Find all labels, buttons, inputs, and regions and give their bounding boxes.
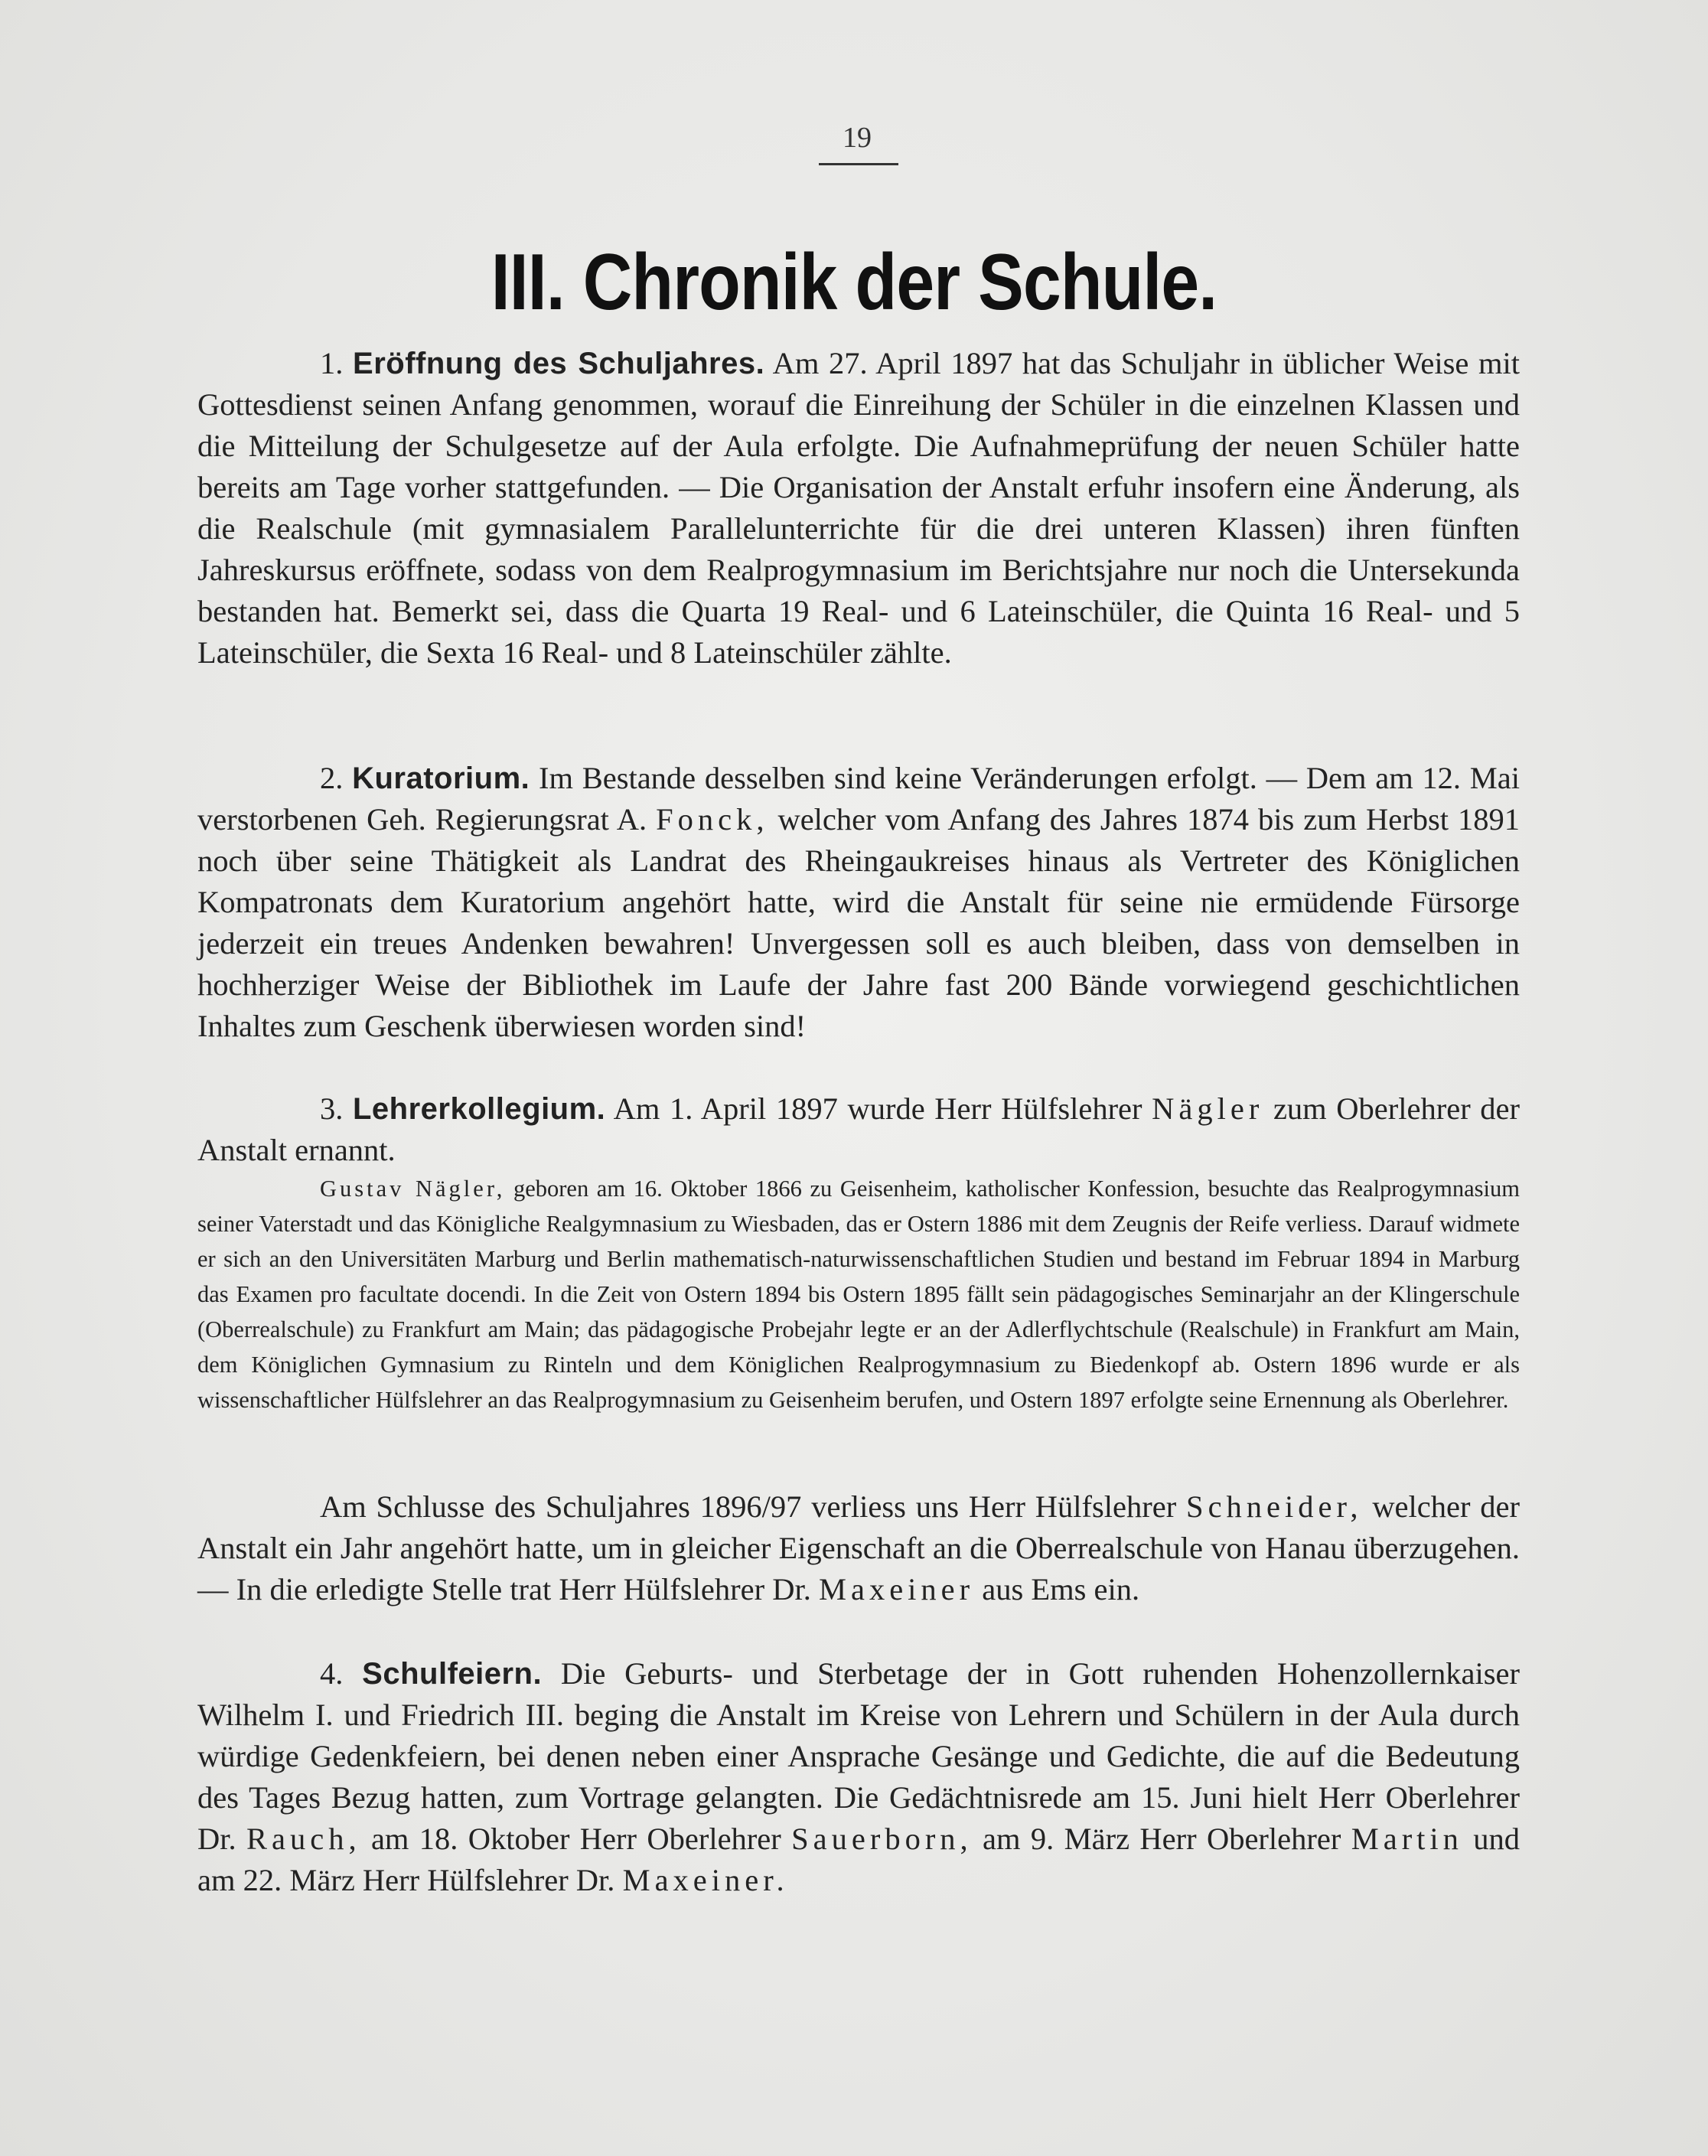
section-text: Im Bestande desselben sind keine Veränderungen erfolgt. — Dem am 12. Mai verstorbenen Geh. Regierungsrat A.: [197, 761, 1521, 837]
person-name: Schneider,: [1186, 1489, 1363, 1524]
section-text: Am 1. April 1897 wurde Herr Hülfslehrer: [613, 1091, 1142, 1126]
section-paragraph: [197, 1486, 1520, 1610]
page-number-rule: [819, 163, 898, 165]
biography-text: geboren am 16. Oktober 1866 zu Geisenheim, katholischer Konfession, besuchte das Realprogymnasium seiner Vaterstadt und das Königliche Realgymnasium zu Wiesbaden, das er Ostern 1886 mit dem Zeugnis der Reife verliess. Darauf widmete er sich an den Universitäten Marburg und Berlin mathematisch-naturwissenschaftlichen Studien und bestand im Februar 1894 in Marburg das Examen pro facultate docendi. In die Zeit von Ostern 1894 bis Ostern 1895 fällt sein pädagogisches Seminarjahr an der Klingerschule (Oberrealschule) zu Frankfurt am Main; das pädagogische Probejahr legte er an der Adlerflychtschule (Realschule) in Frankfurt am Main, dem Königlichen Gymnasium zu Rinteln und dem Königlichen Realprogymnasium zu Biedenkopf ab. Ostern 1896 wurde er als wissenschaftlicher Hülfslehrer an das Realprogymnasium zu Geisenheim berufen, und Ostern 1897 erfolgte seine Ernennung als Oberlehrer.: [197, 1176, 1520, 1413]
section-text: welcher der Anstalt ein Jahr angehört hatte, um in gleicher Eigenschaft an die Oberrealschule von Hanau überzugehen. — In die erledigte Stelle trat Herr Hülfslehrer Dr.: [197, 1489, 1520, 1606]
section-text: zum Oberlehrer der Anstalt ernannt.: [197, 1091, 1520, 1167]
section-schulfeiern: [197, 1653, 1520, 1901]
person-name: Rauch,: [246, 1822, 361, 1856]
section-text: welcher vom Anfang des Jahres 1874 bis zum Herbst 1891 noch über seine Thätigkeit als Landrat des Rheingaukreises hinaus als Vertreter des Königlichen Kompatronats dem Kuratorium angehört hatte, wird die Anstalt für seine nie ermüdende Fürsorge jederzeit ein treues Andenken bewahren! Unvergessen soll es auch bleiben, dass von demselben in hochherziger Weise der Bibliothek im Laufe der Jahre fast 200 Bände vorwiegend geschichtlichen Inhaltes zum Geschenk überwiesen worden sind!: [197, 802, 1520, 1043]
chapter-title: III. Chronik der Schule.: [491, 238, 1217, 327]
section-text: aus Ems ein.: [982, 1572, 1140, 1606]
section-number: 3.: [320, 1091, 344, 1126]
section-paragraph: [197, 1088, 1520, 1171]
section-text: am 9. März Herr Oberlehrer: [983, 1822, 1341, 1856]
person-name: Nägler: [1152, 1091, 1264, 1126]
biography-paragraph: [197, 1171, 1520, 1417]
person-name: Martin: [1351, 1822, 1463, 1856]
section-text: Die Geburts- und Sterbetage der in Gott ruhenden Hohenzollernkaiser Wilhelm I. und Friedrich III. beging die Anstalt im Kreise von Lehrern und Schülern in der Aula durch würdige Gedenkfeiern, bei denen neben einer Ansprache Gesänge und Gedichte, die auf die Bedeutung des Tages Bezug hatten, zum Vortrage gelangten. Die Gedächtnisrede am 15. Juni hielt Herr Oberlehrer Dr.: [197, 1656, 1520, 1856]
section-paragraph: [197, 343, 1520, 674]
section-number: 4.: [320, 1656, 344, 1691]
section-heading: Lehrerkollegium.: [352, 1092, 606, 1126]
section-heading: Eröffnung des Schuljahres.: [353, 347, 765, 380]
person-name: Sauerborn,: [791, 1822, 973, 1856]
person-name: Gustav Nägler,: [320, 1176, 506, 1202]
section-text: Am 27. April 1897 hat das Schuljahr in üblicher Weise mit Gottesdienst seinen Anfang genommen, worauf die Einreihung der Schüler in die einzelnen Klassen und die Mitteilung der Schulgesetze auf der Aula erfolgte. Die Aufnahmeprüfung der neuen Schüler hatte bereits am Tage vorher stattgefunden. — Die Organisation der Anstalt erfuhr insofern eine Änderung, als die Realschule (mit gymnasialem Parallelunterrichte für die drei unteren Klassen) ihren fünften Jahreskursus eröffnete, sodass von dem Realprogymnasium im Berichtsjahre nur noch die Untersekunda bestanden hat. Bemerkt sei, dass die Quarta 19 Real- und 6 Lateinschüler, die Quinta 16 Real- und 5 Lateinschüler, die Sexta 16 Real- und 8 Lateinschüler zählte.: [197, 346, 1521, 670]
person-name: Maxeiner.: [622, 1863, 789, 1897]
section-heading: Schulfeiern.: [362, 1657, 543, 1691]
person-name: Maxeiner: [818, 1572, 975, 1606]
section-number: 2.: [320, 761, 344, 795]
section-paragraph: [197, 1653, 1520, 1901]
section-text: Am Schlusse des Schuljahres 1896/97 verliess uns Herr Hülfslehrer: [320, 1489, 1177, 1524]
section-paragraph: [197, 758, 1520, 1047]
page-number: 19: [843, 122, 872, 154]
staff-change-block: [197, 1486, 1520, 1610]
section-text: und am 22. März Herr Hülfslehrer Dr.: [197, 1822, 1521, 1897]
section-number: 1.: [320, 346, 344, 380]
section-kuratorium: [197, 758, 1520, 1047]
section-text: am 18. Oktober Herr Oberlehrer: [370, 1822, 781, 1856]
section-eroeffnung: [197, 343, 1520, 674]
biography-block: [197, 1171, 1520, 1417]
section-lehrerkollegium: [197, 1088, 1520, 1171]
person-name: Fonck,: [656, 802, 769, 837]
section-heading: Kuratorium.: [352, 762, 530, 795]
